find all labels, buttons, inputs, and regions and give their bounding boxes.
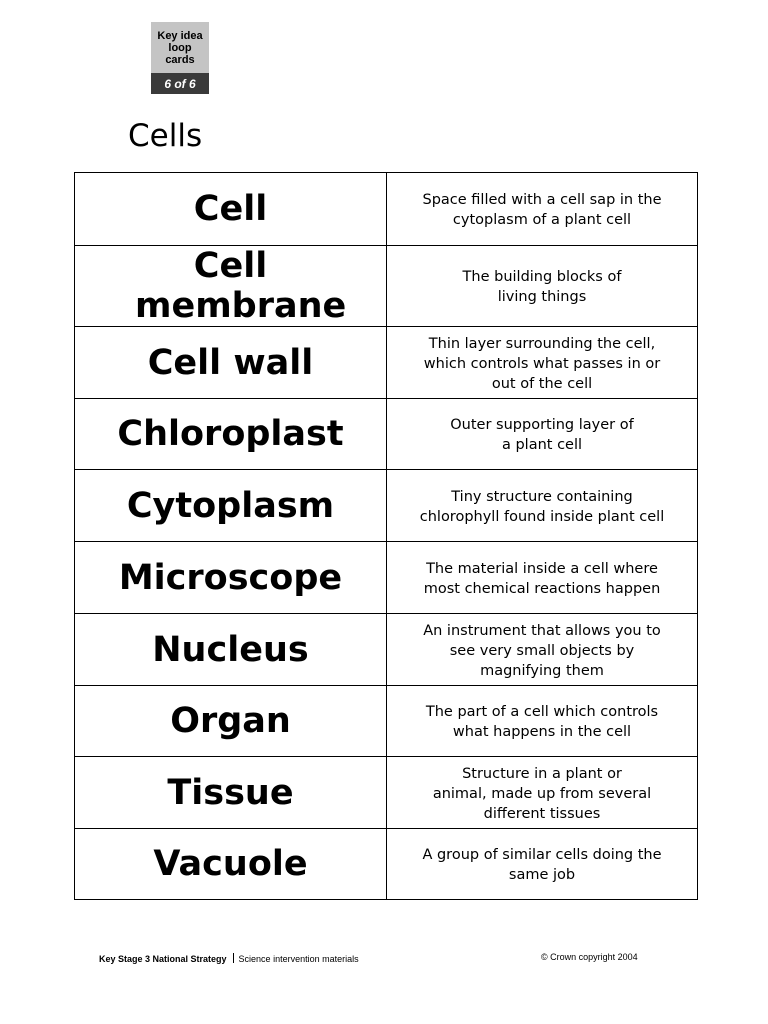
card-row: [75, 470, 698, 542]
card-row: [75, 327, 698, 399]
card-row: [75, 173, 698, 246]
definition-cell: [387, 470, 698, 542]
definition-cell: [387, 757, 698, 829]
loop-card-badge: [151, 22, 209, 94]
card-row: [75, 757, 698, 829]
footer-strategy: [99, 953, 359, 965]
term-cell: [75, 757, 387, 829]
definition-cell: [387, 542, 698, 614]
card-row: [75, 829, 698, 900]
page-title: Cells: [128, 118, 203, 154]
card-row: [75, 614, 698, 686]
card-row: [75, 542, 698, 614]
footer-divider: [233, 953, 234, 963]
term-cell: [75, 470, 387, 542]
definition-cell: [387, 173, 698, 246]
loop-cards-table: [74, 172, 698, 900]
definition-text: The building blocks of living things: [462, 269, 622, 305]
term-text: Cell membrane: [135, 246, 347, 326]
term-text: Cytoplasm: [126, 485, 335, 526]
definition-cell: [387, 686, 698, 757]
footer-strategy-name: Key Stage 3 National Strategy: [99, 954, 227, 964]
card-row: [75, 246, 698, 327]
term-cell: [75, 686, 387, 757]
definition-text: An instrument that allows you to see very small objects by magnifying them: [423, 622, 661, 679]
definition-text: Outer supporting layer of a plant cell: [450, 417, 634, 453]
term-cell: [75, 829, 387, 900]
badge-page-number: 6 of 6: [151, 73, 209, 94]
footer-materials: Science intervention materials: [238, 954, 359, 964]
term-text: Cell wall: [147, 342, 314, 383]
definition-cell: [387, 614, 698, 686]
definition-text: A group of similar cells doing the same job: [422, 847, 662, 883]
definition-text: Space filled with a cell sap in the cytoplasm of a plant cell: [422, 192, 662, 228]
footer-copyright: © Crown copyright 2004: [541, 952, 638, 962]
definition-text: Tiny structure containing chlorophyll found inside plant cell: [419, 488, 665, 525]
definition-cell: [387, 327, 698, 399]
definition-text: Structure in a plant or animal, made up from several different tissues: [432, 765, 652, 822]
term-text: Vacuole: [153, 844, 308, 884]
definition-text: Thin layer surrounding the cell, which controls what passes in or out of the cell: [423, 335, 661, 392]
term-cell: [75, 246, 387, 327]
term-cell: [75, 327, 387, 399]
term-text: Nucleus: [152, 629, 309, 670]
term-cell: [75, 399, 387, 470]
term-cell: [75, 173, 387, 246]
term-text: Cell: [193, 189, 268, 229]
card-row: [75, 399, 698, 470]
term-text: Chloroplast: [117, 414, 344, 454]
term-cell: [75, 542, 387, 614]
definition-cell: [387, 829, 698, 900]
term-text: Organ: [170, 701, 291, 741]
definition-text: The material inside a cell where most chemical reactions happen: [423, 560, 661, 597]
term-cell: [75, 614, 387, 686]
card-row: [75, 686, 698, 757]
badge-label: Key idea loop cards: [151, 22, 209, 73]
definition-cell: [387, 246, 698, 327]
definition-text: The part of a cell which controls what happens in the cell: [425, 704, 659, 740]
definition-cell: [387, 399, 698, 470]
term-text: Microscope: [118, 557, 343, 598]
term-text: Tissue: [167, 772, 294, 813]
